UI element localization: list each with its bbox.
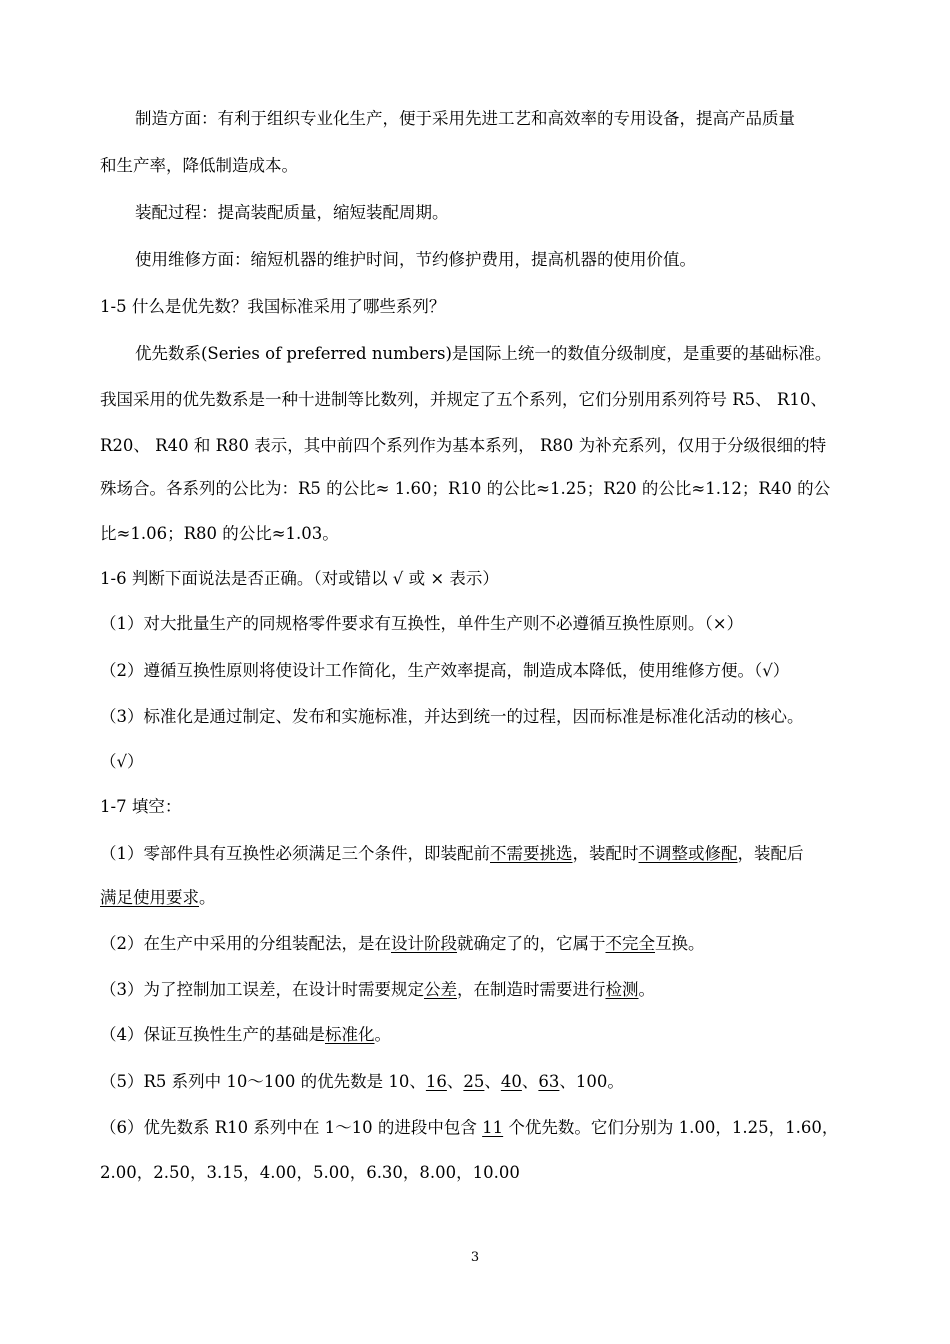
page-number: 3 [470,1250,480,1265]
fill-item-3: （3）为了控制加工误差，在设计时需要规定公差，在制造时需要进行检测。 [100,980,655,999]
list-item: （3）标准化是通过制定、发布和实施标准，并达到统一的过程，因而标准是标准化活动的核心。 [100,707,804,726]
fill-item-5: （5）R5 系列中 10～100 的优先数是 10、16、25、40、63、100。 [100,1072,624,1091]
section-heading: 1-7 填空： [100,797,182,816]
answer-blank: 不完全 [605,934,655,953]
answer-blank: 不调整或修配 [638,844,738,863]
answer-blank: 满足使用要求 [100,888,199,907]
fill-item-4: （4）保证互换性生产的基础是标准化。 [100,1025,391,1044]
answer-blank: 11 [482,1118,504,1137]
answer-blank: 25 [463,1072,485,1091]
answer-blank: 标准化 [325,1025,375,1044]
section-heading: 1-5 什么是优先数？我国标准采用了哪些系列？ [100,297,446,316]
fill-item-6-continuation: 2.00，2.50，3.15，4.00，5.00，6.30，8.00，10.00 [100,1163,520,1182]
answer-blank: 40 [500,1072,522,1091]
paragraph-line: 殊场合。各系列的公比为：R5 的公比≈ 1.60；R10 的公比≈1.25；R20 的公比≈1.12；R40 的公 [100,479,831,498]
paragraph-line: 制造方面：有利于组织专业化生产，便于采用先进工艺和高效率的专用设备，提高产品质量 [135,109,795,128]
fill-item-1-continuation: 满足使用要求。 [100,888,216,907]
fill-item-6: （6）优先数系 R10 系列中在 1～10 的进段中包含 11 个优先数。它们分别为 1.00，1.25，1.60， [100,1118,839,1137]
list-item: （2）遵循互换性原则将使设计工作简化，生产效率提高，制造成本降低，使用维修方便。（√） [100,661,790,680]
paragraph-line: 比≈1.06；R80 的公比≈1.03。 [100,524,339,543]
answer-blank: 公差 [424,980,457,999]
paragraph-line: 装配过程：提高装配质量，缩短装配周期。 [135,203,449,222]
fill-item-2: （2）在生产中采用的分组装配法，是在设计阶段就确定了的，它属于不完全互换。 [100,934,705,953]
answer-blank: 检测 [605,980,639,999]
paragraph-line: R20、 R40 和 R80 表示，其中前四个系列作为基本系列， R80 为补充系列，仅用于分级很细的特 [100,436,827,455]
list-item: （1）对大批量生产的同规格零件要求有互换性，单件生产则不必遵循互换性原则。（×） [100,614,744,633]
answer-blank: 不需要挑选 [490,844,573,863]
answer-blank: 16 [425,1072,447,1091]
paragraph-line: 和生产率，降低制造成本。 [100,156,298,175]
answer-blank: 63 [538,1072,560,1091]
list-item-continuation: （√） [100,752,144,771]
paragraph-line: 我国采用的优先数系是一种十进制等比数列，并规定了五个系列，它们分别用系列符号 R5、 R10、 [100,390,827,409]
section-heading: 1-6 判断下面说法是否正确。（对或错以 √ 或 × 表示） [100,569,499,588]
paragraph-line: 优先数系(Series of preferred numbers)是国际上统一的数值分级制度，是重要的基础标准。 [135,344,832,363]
fill-item-1: （1）零部件具有互换性必须满足三个条件，即装配前不需要挑选，装配时不调整或修配，装配后 [100,844,804,863]
answer-blank: 设计阶段 [391,934,457,953]
paragraph-line: 使用维修方面：缩短机器的维护时间，节约修护费用，提高机器的使用价值。 [135,250,696,269]
